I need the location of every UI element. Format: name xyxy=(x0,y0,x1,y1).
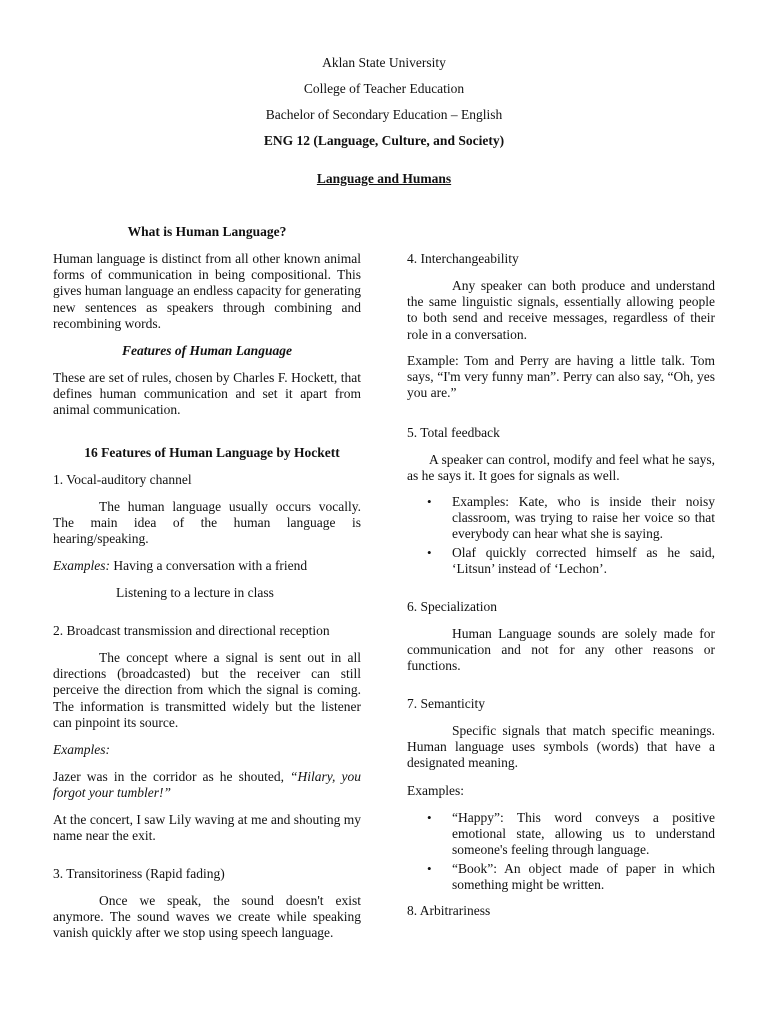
feature-4-example: Example: Tom and Perry are having a little talk. Tom says, “I'm very funny man”. Perry can also say, “Oh, yes you are.” xyxy=(407,353,715,401)
feature-5-body: A speaker can control, modify and feel what he says, as he says it. It goes for signals as well. xyxy=(407,452,715,484)
feature-2-examples-label: Examples: xyxy=(53,742,110,757)
feature-1-example-1-text: Having a conversation with a friend xyxy=(109,558,308,573)
feature-2-title: 2. Broadcast transmission and directional reception xyxy=(53,623,330,638)
bullet-text: Olaf quickly corrected himself as he said, ‘Litsun’ instead of ‘Lechon’. xyxy=(452,544,715,576)
bullet-text: Examples: Kate, who is inside their noisy classroom, was trying to raise her voice so that everybody can hear what she is saying. xyxy=(452,494,715,542)
feature-5-title: 5. Total feedback xyxy=(407,425,500,440)
feature-7-bullet-list xyxy=(407,810,715,895)
feature-4-title: 4. Interchangeability xyxy=(407,251,519,266)
course-title: ENG 12 (Language, Culture, and Society) xyxy=(263,133,505,148)
bullet-icon: • xyxy=(427,544,432,560)
feature-7-title: 7. Semanticity xyxy=(407,696,485,711)
feature-2-example-1-quote: “Hilary, you forgot your tumbler!” xyxy=(53,769,361,801)
bullet-text: “Happy”: This word conveys a positive emotional state, allowing us to understand someone's feeling through language. xyxy=(452,810,715,858)
bullet-icon: • xyxy=(427,810,432,825)
feature-1-example-2: Listening to a lecture in class xyxy=(116,585,274,600)
heading-16-features: 16 Features of Human Language by Hockett xyxy=(84,445,340,460)
feature-7-body: Specific signals that match specific meanings. Human language uses symbols (words) that have a designated meaning. xyxy=(407,723,715,771)
feature-5-bullet-list xyxy=(407,494,715,579)
bullet-icon: • xyxy=(427,494,432,509)
university-name: Aklan State University xyxy=(322,55,446,70)
document-title-wrap xyxy=(0,171,768,187)
feature-3-body: Once we speak, the sound doesn't exist anymore. The sound waves we create while speaking vanish quickly after we stop using speech language. xyxy=(53,893,361,941)
feature-4-body: Any speaker can both produce and understand the same linguistic signals, essentially allowing people to both send and receive messages, regardless of their role in a conversation. xyxy=(407,278,715,342)
feature-8-title: 8. Arbitrariness xyxy=(407,903,491,918)
paragraph-features: These are set of rules, chosen by Charles F. Hockett, that defines human communication and set it apart from animal communication. xyxy=(53,370,361,418)
feature-2-example-1 xyxy=(53,769,361,801)
feature-2-example-1-text: Jazer was in the corridor as he shouted, xyxy=(53,769,291,784)
document-title: Language and Humans xyxy=(316,171,452,186)
feature-2-example-2: At the concert, I saw Lily waving at me and shouting my name near the exit. xyxy=(53,812,361,844)
heading-features: Features of Human Language xyxy=(122,343,292,358)
feature-3-title: 3. Transitoriness (Rapid fading) xyxy=(53,866,225,881)
heading-what-is-language: What is Human Language? xyxy=(127,224,287,239)
feature-1-title: 1. Vocal-auditory channel xyxy=(53,472,192,487)
bullet-text: “Book”: An object made of paper in which something might be written. xyxy=(452,860,715,892)
list-item xyxy=(407,494,715,543)
college-name: College of Teacher Education xyxy=(303,81,465,96)
feature-2-body: The concept where a signal is sent out in all directions (broadcasted) but the receiver can still perceive the direction from which the signal is coming. The information is transmitted widely but the listener can pinpoint its source. xyxy=(53,650,361,730)
paragraph-what-is-language: Human language is distinct from all other known animal forms of communication in being compositional. This gives human language an endless capacity for generating new sentences as speakers through combining and recombining words. xyxy=(53,251,361,331)
feature-7-examples-label: Examples: xyxy=(407,783,464,798)
examples-label: Examples: xyxy=(53,558,110,573)
feature-1-body: The human language usually occurs vocally. The main idea of the human language is hearing/speaking. xyxy=(53,499,361,547)
feature-6-body: Human Language sounds are solely made for communication and not for any other reasons or functions. xyxy=(407,626,715,674)
program-name: Bachelor of Secondary Education – English xyxy=(265,107,503,122)
list-item xyxy=(407,810,715,859)
bullet-icon: • xyxy=(427,860,432,876)
list-item xyxy=(407,545,715,577)
feature-1-example-1 xyxy=(53,558,361,574)
feature-6-title: 6. Specialization xyxy=(407,599,497,614)
list-item xyxy=(407,861,715,893)
